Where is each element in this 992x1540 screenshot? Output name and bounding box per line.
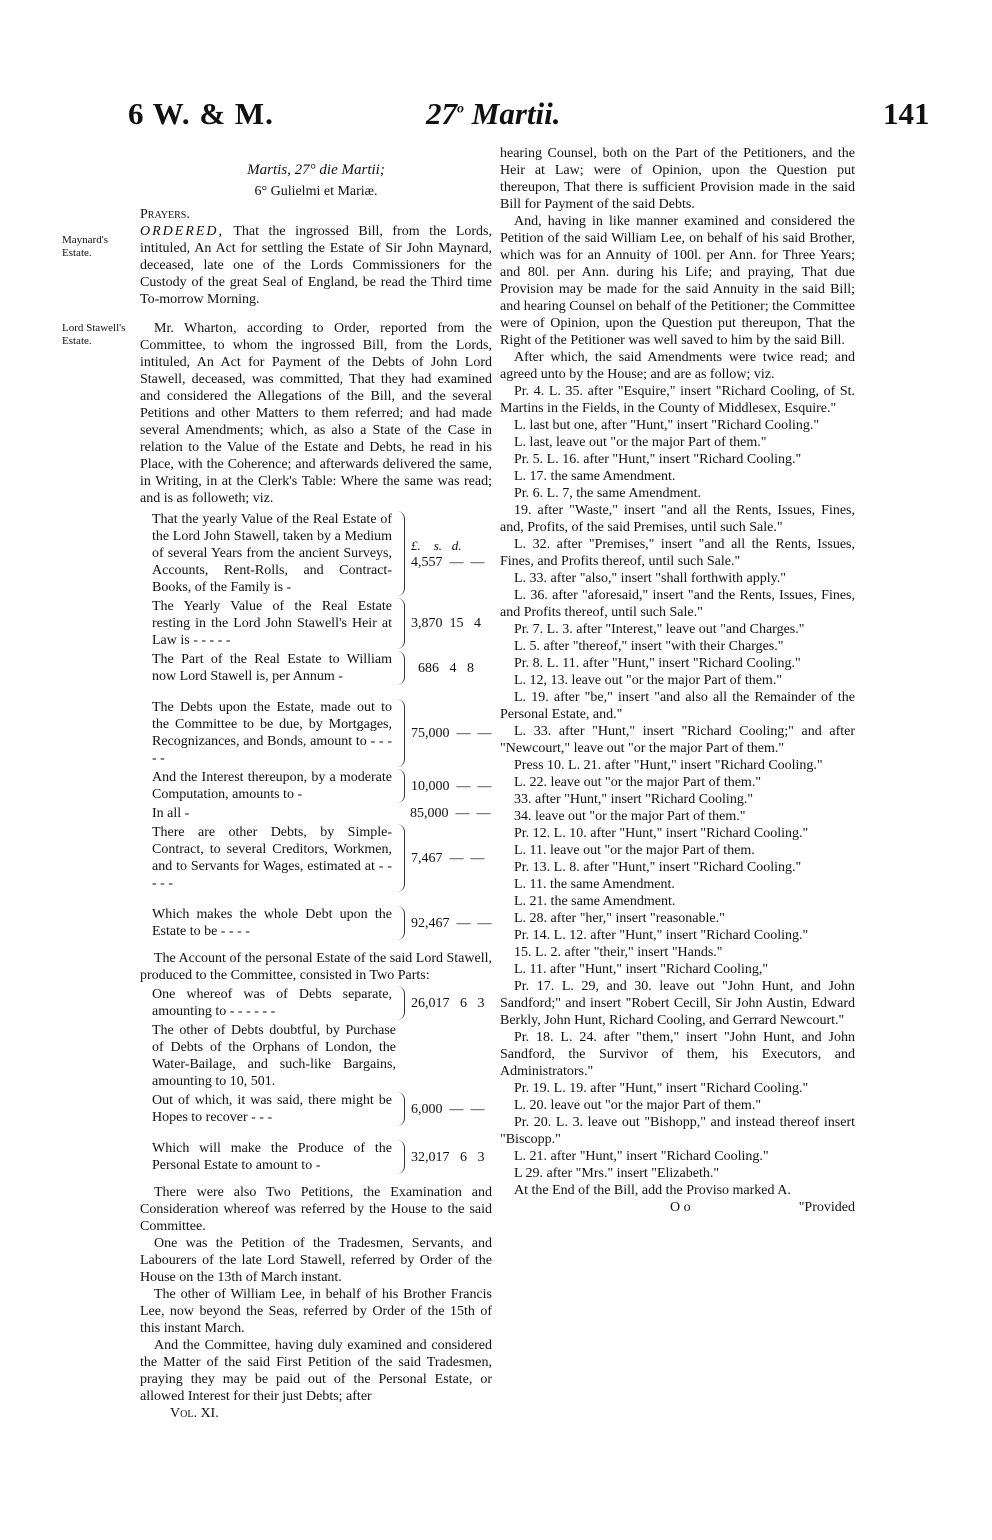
brace <box>392 1140 405 1174</box>
amendment-line: L. 28. after "her," insert "reasonable." <box>514 911 725 926</box>
statement-row <box>152 1092 492 1126</box>
maynard-paragraph <box>140 223 492 308</box>
statement-amount: 32,017 6 3 <box>411 1149 485 1165</box>
amendment-line: Pr. 13. L. 8. after "Hunt," insert "Richard Cooling." <box>514 860 802 875</box>
margin-note-stawell: Lord Stawell's Estate. <box>62 322 126 347</box>
amendment-line: L. 21. after "Hunt," insert "Richard Cooling." <box>514 1149 769 1164</box>
amendment-line: 15. L. 2. after "their," insert "Hands." <box>514 945 723 960</box>
amendment-line: L. 33. after "Hunt," insert "Richard Cooling;" and after "Newcourt," leave out "or the major Part of them." <box>500 724 855 756</box>
statement-amount <box>411 511 492 596</box>
proviso-line: At the End of the Bill, add the Proviso marked A. <box>514 1183 791 1198</box>
amendment-line: L. 11. after "Hunt," insert "Richard Cooling," <box>514 962 769 977</box>
amendment-line: L. 12, 13. leave out "or the major Part of them." <box>514 673 783 688</box>
statement-desc: The Debts upon the Estate, made out to the Committee to be due, by Mortgages, Recognizances, and Bonds, amount to - - - - - <box>152 700 392 766</box>
lsd-heading: £. s. d. <box>411 537 462 553</box>
statement-desc: The Part of the Real Estate to William now Lord Stawell is, per Annum - <box>152 652 392 684</box>
amendment-line: L. 20. leave out "or the major Part of them." <box>514 1098 762 1113</box>
statement-amount: 92,467 — — <box>411 915 492 931</box>
lee-petition-paragraph: The other of William Lee, in behalf of his Brother Francis Lee, now beyond the Seas, referred by Order of the 15th of this instant March. <box>140 1287 492 1336</box>
amendment-line: L. last, leave out "or the major Part of them." <box>514 435 767 450</box>
brace <box>392 651 405 685</box>
page-foot <box>500 1199 855 1217</box>
amendment-line: Pr. 20. L. 3. leave out "Bishopp," and instead thereof insert "Biscopp." <box>500 1115 855 1147</box>
personal-estate-paragraph: The Account of the personal Estate of the said Lord Stawell, produced to the Committee, consisted in Two Parts: <box>140 951 492 983</box>
in-all-label: In all - <box>152 806 190 821</box>
statement-desc: Out of which, it was said, there might be Hopes to recover - - - <box>152 1093 392 1125</box>
date-month: Martii. <box>471 96 561 131</box>
date-heading <box>426 96 560 132</box>
prayers-heading: Prayers. <box>140 207 190 222</box>
ordered-word: ORDERED, <box>140 224 225 239</box>
catchword: "Provided <box>798 1200 855 1215</box>
statement-desc: That the yearly Value of the Real Estate of the Lord John Stawell, taken by a Medium of several Years from the ancient Surveys, Accounts, Rent-Rolls, and Contract-Books, of the Family is - <box>152 512 392 595</box>
statement-desc: Which makes the whole Debt upon the Estate to be - - - - <box>152 907 392 939</box>
statement-amount: 75,000 — — <box>411 725 492 741</box>
date-ordinal: o <box>457 101 464 117</box>
amendment-line: Pr. 12. L. 10. after "Hunt," insert "Richard Cooling." <box>514 826 809 841</box>
statement-amount: 6,000 — — <box>411 1101 485 1117</box>
tradesmen-petition-paragraph: One was the Petition of the Tradesmen, Servants, and Labourers of the late Lord Stawell, referred by Order of the House on the 13th of March instant. <box>140 1236 492 1285</box>
right-column <box>500 145 855 1217</box>
in-all-amount: 85,000 — — <box>410 806 491 821</box>
amendment-line: 33. after "Hunt," insert "Richard Cooling." <box>514 792 754 807</box>
in-all-row <box>152 805 492 822</box>
statement-row <box>152 651 492 685</box>
brace <box>392 511 405 596</box>
margin-note-maynard: Maynard's Estate. <box>62 234 108 259</box>
personal-estate-statement <box>152 986 492 1174</box>
amendment-line: Pr. 18. L. 24. after "them," insert "John Hunt, and John Sandford, the Survivor of them, his Executors, and Administrators." <box>500 1030 855 1079</box>
brace <box>392 824 405 892</box>
amendment-line: L. 36. after "aforesaid," insert "and the Rents, Issues, Fines, and Profits thereof, until such Sale." <box>500 588 855 620</box>
statement-desc: There are other Debts, by Simple-Contract, to several Creditors, Workmen, and to Servants for Wages, estimated at - - - - - <box>152 825 392 891</box>
amendment-line: L. 32. after "Premises," insert "and all the Rents, Issues, Fines, and Profits thereof, until such Sale." <box>500 537 855 569</box>
amendment-line: Pr. 4. L. 35. after "Esquire," insert "Richard Cooling, of St. Martins in the Fields, in the County of Middlesex, Esquire." <box>500 384 855 416</box>
amendment-line: L. last but one, after "Hunt," insert "Richard Cooling." <box>514 418 820 433</box>
amendment-line: L. 21. the same Amendment. <box>514 894 676 909</box>
brace <box>392 769 405 803</box>
statement-amount: 26,017 6 3 <box>411 995 485 1011</box>
amendment-line: L. 11. the same Amendment. <box>514 877 675 892</box>
regnal-year-heading: 6 W. & M. <box>128 96 274 131</box>
statement-row <box>152 986 492 1020</box>
amendment-line: L. 33. after "also," insert "shall forthwith apply." <box>514 571 786 586</box>
maynard-text: That the ingrossed Bill, from the Lords, intituled, An Act for settling the Estate of Sir John Maynard, deceased, late one of the Lords Commissioners for the Custody of the great Seal of England, be read the Third time To-morrow Morning. <box>140 224 492 307</box>
statement-row <box>152 511 492 596</box>
amendment-line: Pr. 17. L. 29, and 30. leave out "John Hunt, and John Sandford;" and insert "Robert Cecill, Sir John Austin, Edward Berkly, John Hunt, Richard Cooling, and Gerrard Newcourt." <box>500 979 855 1028</box>
right-para: After which, the said Amendments were twice read; and agreed unto by the House; and are as follow; viz. <box>500 350 855 382</box>
brace <box>392 1092 405 1126</box>
left-column <box>140 162 492 1422</box>
statement-row <box>152 699 492 767</box>
amendment-line: Pr. 6. L. 7, the same Amendment. <box>514 486 702 501</box>
statement-row <box>152 824 492 892</box>
regnal-line: 6° Gulielmi et Mariæ. <box>254 184 378 199</box>
amendment-line: 34. leave out "or the major Part of them." <box>514 809 746 824</box>
statement-row <box>152 906 492 940</box>
statement-desc: Which will make the Produce of the Personal Estate to amount to - <box>152 1141 392 1173</box>
right-para: hearing Counsel, both on the Part of the Petitioners, and the Heir at Law; were of Opinion, upon the Question put thereupon, That there is sufficient Provision made in the said Bill for Payment of the said Debts. <box>500 146 855 212</box>
statement-desc: One whereof was of Debts separate, amounting to - - - - - - <box>152 987 392 1019</box>
petitions-paragraph: There were also Two Petitions, the Examination and Consideration whereof was referred by the House to the said Committee. <box>140 1185 492 1234</box>
amendment-line: Press 10. L. 21. after "Hunt," insert "Richard Cooling." <box>514 758 823 773</box>
amendment-line: L. 11. leave out "or the major Part of them. <box>514 843 755 858</box>
committee-paragraph: And the Committee, having duly examined and considered the Matter of the said First Petition of the said Tradesmen, praying they may be paid out of the Personal Estate, or allowed Interest for their just Debts; after <box>140 1338 492 1404</box>
statement-desc: The Yearly Value of the Real Estate resting in the Lord John Stawell's Heir at Law is - - - - - <box>152 599 392 648</box>
statement-amount: 686 4 8 <box>411 660 474 676</box>
statement-amount: 10,000 — — <box>411 778 492 794</box>
statement-row <box>152 769 492 803</box>
statement-of-case <box>152 511 492 940</box>
statement-row <box>152 1140 492 1174</box>
amount-value: 4,557 — — <box>411 554 485 570</box>
amendment-line: L. 5. after "thereof," insert "with their Charges." <box>514 639 784 654</box>
brace <box>392 598 405 649</box>
amendment-line: Pr. 7. L. 3. after "Interest," leave out "and Charges." <box>514 622 805 637</box>
statement-desc: And the Interest thereupon, by a moderate Computation, amounts to - <box>152 770 392 802</box>
brace <box>392 986 405 1020</box>
right-para: And, having in like manner examined and considered the Petition of the said William Lee, on behalf of his said Brother, which was for an Annuity of 100l. per Ann. for Three Years; and 80l. per Ann. during his Life; and praying, That due Provision may be made for the said Annuity in the said Bill; and hearing Counsel on behalf of the Petitioner; the Committee were of Opinion, upon the Question put thereupon, That the Right of the Petitioner was well saved to him by the said Bill. <box>500 214 855 348</box>
date-day: 27 <box>426 96 457 131</box>
amendment-line: Pr. 5. L. 16. after "Hunt," insert "Richard Cooling." <box>514 452 802 467</box>
amendment-line: L 29. after "Mrs." insert "Elizabeth." <box>514 1166 720 1181</box>
amendment-line: Pr. 19. L. 19. after "Hunt," insert "Richard Cooling." <box>514 1081 809 1096</box>
signature-mark: O o <box>670 1200 691 1215</box>
wharton-paragraph: Mr. Wharton, according to Order, reported from the Committee, to whom the ingrossed Bill, from the Lords, intituled, An Act for Payment of the Debts of John Lord Stawell, deceased, was committed, That they had examined and considered the Allegations of the Bill, and the several Petitions and other Matters to them referred; and had made several Amendments; which, as also a State of the Case in relation to the Value of the Estate and Debts, he read in his Place, with the Coherence; and afterwards delivered the same, in Writing, in at the Clerk's Table: Where the same was read; and is as followeth; viz. <box>140 321 492 506</box>
running-head <box>0 96 992 146</box>
doubtful-debts-text: The other of Debts doubtful, by Purchase of Debts of the Orphans of London, the Water-Bailage, and such-like Bargains, amounting to 10, 501. <box>152 1023 396 1089</box>
page-number: 141 <box>883 96 930 131</box>
date-line: Martis, 27° die Martii; <box>247 162 385 178</box>
amendment-line: L. 19. after "be," insert "and also all the Remainder of the Personal Estate, and." <box>500 690 855 722</box>
statement-row <box>152 598 492 649</box>
brace <box>392 699 405 767</box>
statement-amount: 3,870 15 4 <box>411 616 481 631</box>
amendment-line: Pr. 8. L. 11. after "Hunt," insert "Richard Cooling." <box>514 656 801 671</box>
amendment-line: L. 17. the same Amendment. <box>514 469 676 484</box>
amendment-line: L. 22. leave out "or the major Part of them." <box>514 775 762 790</box>
amendment-line: Pr. 14. L. 12. after "Hunt," insert "Richard Cooling." <box>514 928 809 943</box>
amendment-line: 19. after "Waste," insert "and all the Rents, Issues, Fines, and, Profits, of the said Premises, until such Sale." <box>500 503 855 535</box>
statement-amount: 7,467 — — <box>411 850 485 866</box>
volume-mark: Vol. XI. <box>170 1406 219 1421</box>
brace <box>392 906 405 940</box>
